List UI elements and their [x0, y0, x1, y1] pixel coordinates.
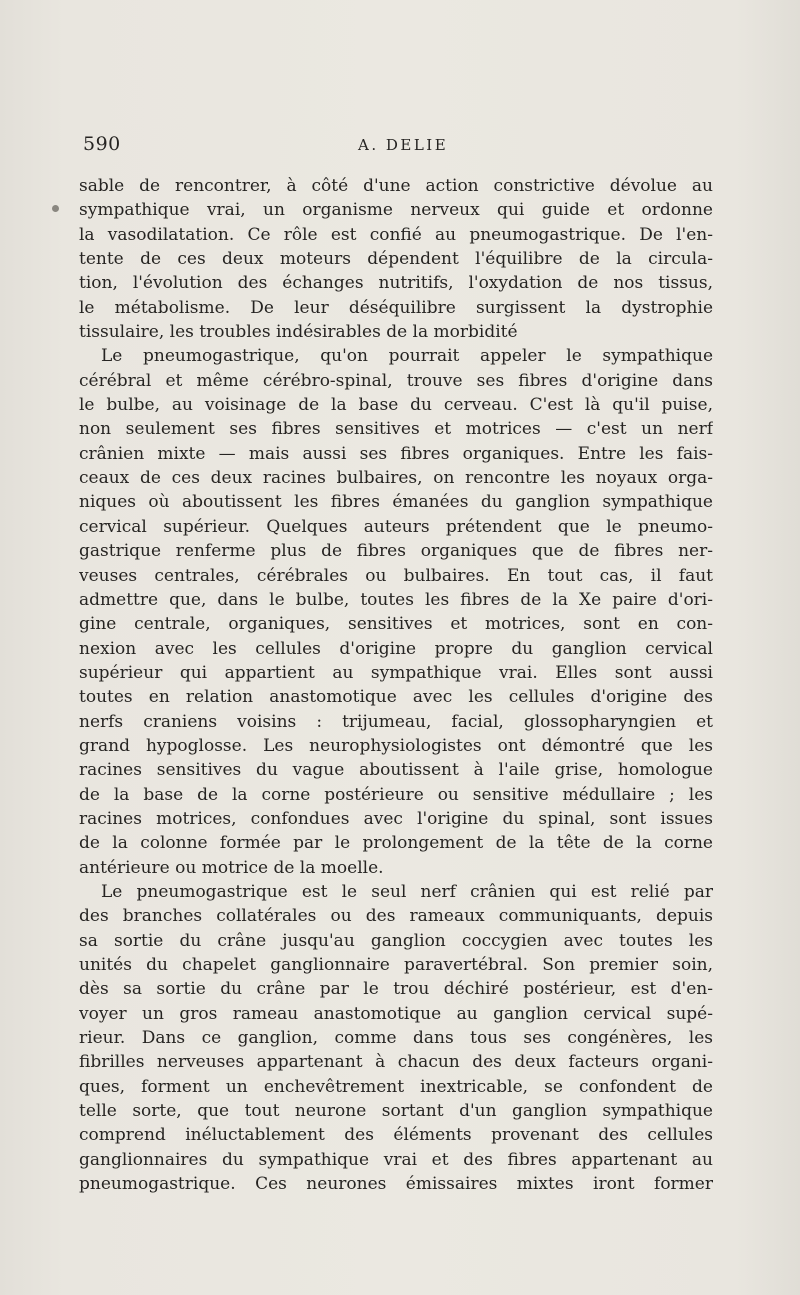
text-line: unités du chapelet ganglionnaire paravertébral. Son premier soin, — [79, 955, 713, 975]
text-line: tion, l'évolution des échanges nutritifs, l'oxydation de nos tissus, — [79, 273, 713, 294]
running-head: A. DELIE — [358, 136, 449, 154]
text-line: telle sorte, que tout neurone sortant d'un ganglion sympathique — [79, 1101, 713, 1122]
text-line: veuses centrales, cérébrales ou bulbaires. En tout cas, il faut — [79, 565, 713, 586]
text-line: comprend inéluctablement des éléments provenant des cellules — [79, 1125, 713, 1146]
text-line: gine centrale, organiques, sensitives et motrices, sont en con- — [79, 614, 713, 635]
text-line: le métabolisme. De leur déséquilibre surgissent la dystrophie — [79, 297, 713, 318]
text-line: antérieure ou motrice de la moelle. — [79, 857, 384, 878]
text-line: tente de ces deux moteurs dépendent l'équilibre de la circula- — [79, 249, 713, 270]
text-line: cérébral et même cérébro-spinal, trouve ses fibres d'origine dans — [79, 370, 713, 391]
text-line: non seulement ses fibres sensitives et motrices — c'est un nerf — [79, 419, 713, 440]
text-line: niques où aboutissent les fibres émanées du ganglion sympathique — [79, 492, 713, 513]
text-line: rieur. Dans ce ganglion, comme dans tous ses congénères, les — [79, 1028, 713, 1049]
text-line: supérieur qui appartient au sympathique vrai. Elles sont aussi — [79, 662, 713, 683]
text-line: crânien mixte — mais aussi ses fibres organiques. Entre les fais- — [79, 443, 713, 464]
text-line: pneumogastrique. Ces neurones émissaires mixtes iront former — [79, 1174, 713, 1195]
text-line: des branches collatérales ou des rameaux communiquants, depuis — [79, 906, 713, 927]
text-line: sable de rencontrer, à côté d'une action constrictive dévolue au — [79, 176, 713, 196]
page-number: 590 — [83, 133, 121, 155]
body-text — [79, 174, 713, 1196]
text-line: admettre que, dans le bulbe, toutes les fibres de la Xe paire d'ori- — [79, 589, 713, 610]
paragraph-start-line: Le pneumogastrique est le seul nerf crânien qui est relié par — [101, 881, 713, 902]
text-line: toutes en relation anastomotique avec les cellules d'origine des — [79, 687, 713, 708]
text-line: de la colonne formée par le prolongement de la tête de la corne — [79, 833, 713, 854]
text-line: sympathique vrai, un organisme nerveux qui guide et ordonne — [79, 200, 713, 221]
text-line: tissulaire, les troubles indésirables de la morbidité — [79, 322, 518, 343]
text-line: dès sa sortie du crâne par le trou déchiré postérieur, est d'en- — [79, 979, 713, 1000]
text-line: grand hypoglosse. Les neurophysiologistes ont démontré que les — [79, 735, 713, 756]
page-header — [83, 133, 713, 161]
text-line: gastrique renferme plus de fibres organiques que de fibres ner- — [79, 541, 713, 562]
text-line: nexion avec les cellules d'origine propre du ganglion cervical — [79, 638, 713, 659]
text-line: ques, forment un enchevêtrement inextricable, se confondent de — [79, 1076, 713, 1097]
text-line: cervical supérieur. Quelques auteurs prétendent que le pneumo- — [79, 516, 713, 537]
text-line: voyer un gros rameau anastomotique au ganglion cervical supé- — [79, 1003, 713, 1024]
text-line: ceaux de ces deux racines bulbaires, on rencontre les noyaux orga- — [79, 468, 713, 489]
text-line: le bulbe, au voisinage de la base du cerveau. C'est là qu'il puise, — [79, 395, 713, 416]
text-line: la vasodilatation. Ce rôle est confié au pneumogastrique. De l'en- — [79, 224, 713, 245]
paragraph-start-line: Le pneumogastrique, qu'on pourrait appeler le sympathique — [101, 346, 713, 367]
text-line: fibrilles nerveuses appartenant à chacun des deux facteurs organi- — [79, 1052, 713, 1073]
text-line: racines motrices, confondues avec l'origine du spinal, sont issues — [79, 808, 713, 829]
margin-dot-icon — [52, 205, 59, 212]
text-line: ganglionnaires du sympathique vrai et des fibres appartenant au — [79, 1149, 713, 1170]
text-line: sa sortie du crâne jusqu'au ganglion coccygien avec toutes les — [79, 930, 713, 951]
text-line: racines sensitives du vague aboutissent à l'aile grise, homologue — [79, 760, 713, 781]
text-line: nerfs craniens voisins : trijumeau, facial, glossopharyngien et — [79, 711, 713, 732]
text-line: de la base de la corne postérieure ou sensitive médullaire ; les — [79, 784, 713, 805]
